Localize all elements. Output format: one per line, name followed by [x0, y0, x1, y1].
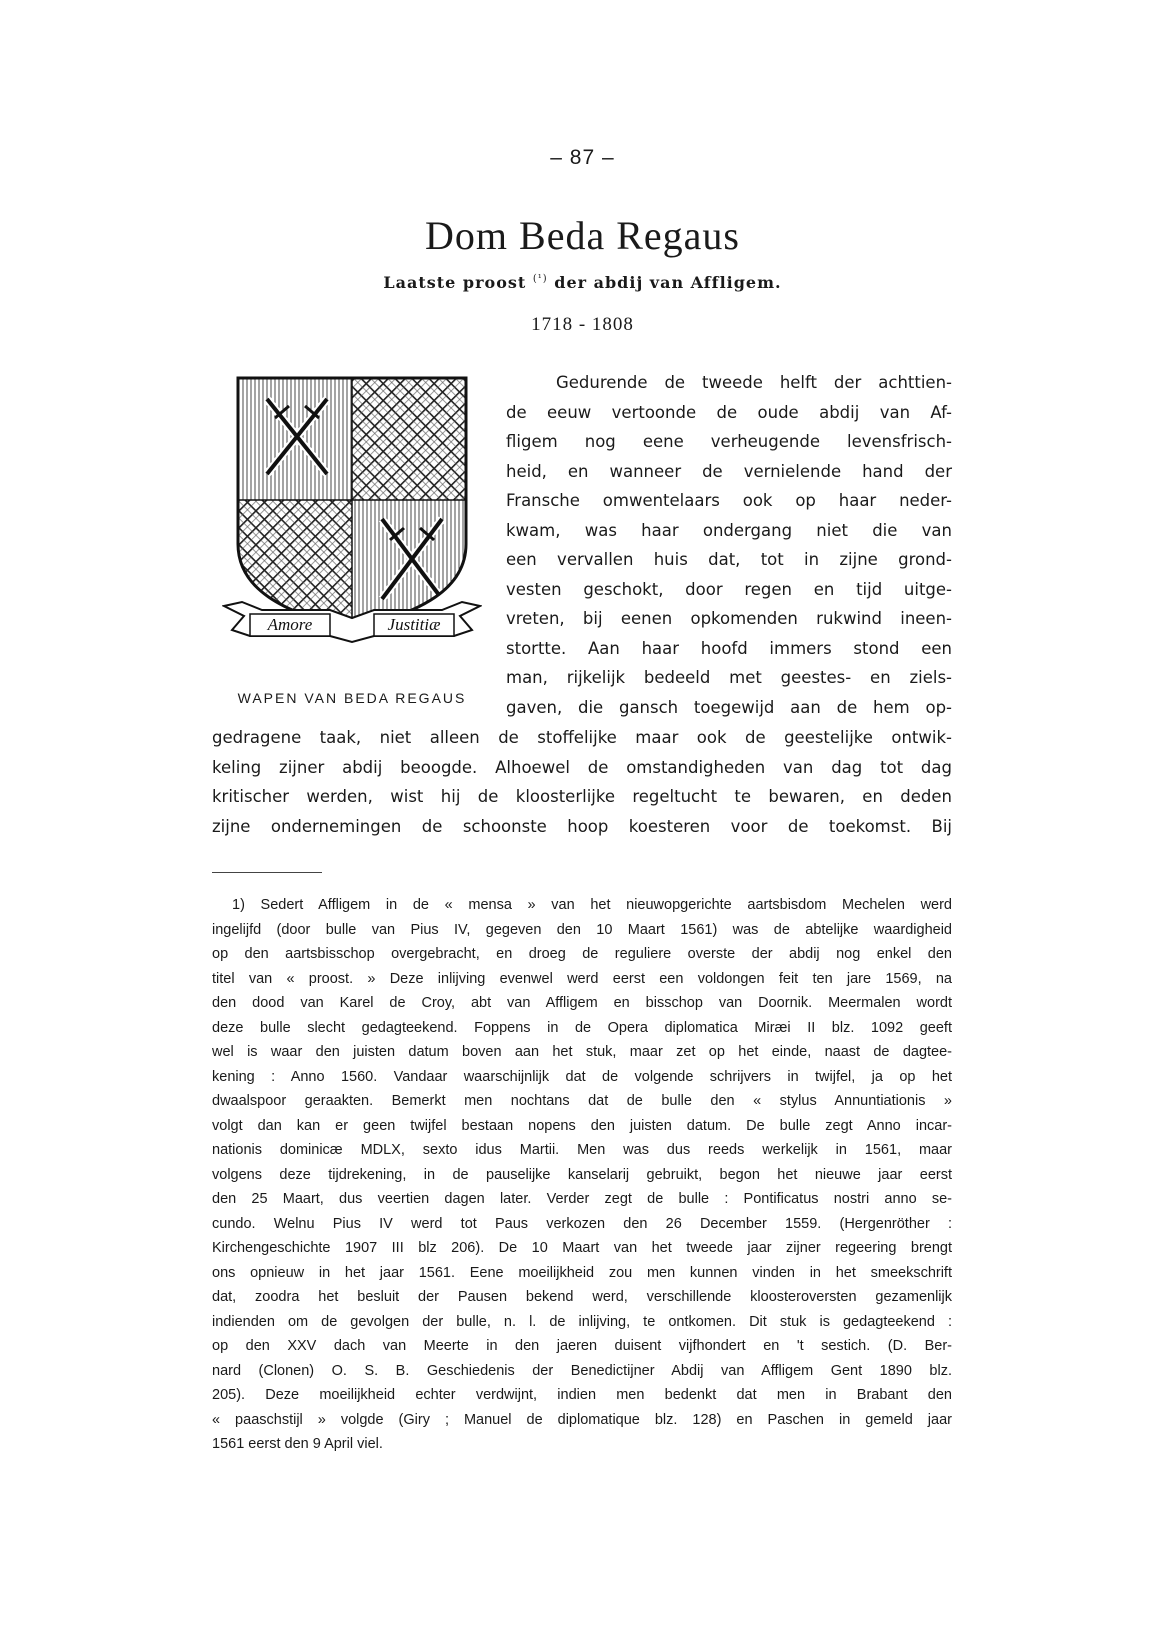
footnote-line: nationis dominicæ MDLX, sexto idus Martii. Men was dus reeds werkelijk in 1561, maar	[212, 1142, 952, 1158]
footnote-line: 1561 eerst den 9 April viel.	[212, 1436, 383, 1452]
figure-caption: WAPEN VAN BEDA REGAUS	[237, 690, 467, 706]
footnote-line: ingelijfd (door bulle van Pius IV, gegeven den 10 Maart 1561) was de abtelijke waardigheid	[212, 921, 952, 938]
subtitle-text: Laatste proost	[383, 273, 527, 292]
footnote-line: den dood van Karel de Croy, abt van Affligem en bisschop van Doornik. Meermalen wordt	[212, 995, 952, 1011]
footnote-line: « paaschstijl » volgde (Giry ; Manuel de diplomatique blz. 128) en Paschen in gemeld jaar	[212, 1411, 952, 1428]
footnote-line: ons opnieuw in het jaar 1561. Eene moeilijkheid zou men kunnen vinden in het smeekschrift	[212, 1264, 952, 1281]
footnote-line: dwaalspoor geraakten. Bemerkt men nochtans dat de bulle den « stylus Annuntiationis »	[212, 1093, 952, 1109]
footnote-line: deze bulle slecht gedagteekend. Foppens in de Opera diplomatica Miræi II blz. 1092 geeft	[212, 1019, 952, 1036]
page-subtitle	[0, 273, 1165, 292]
coat-of-arms-illustration	[222, 374, 482, 674]
text-line: gaven, die gansch toegewijd aan de hem op-	[506, 697, 952, 717]
footnote-line: indienden om de gevolgen der bulle, n. l. de inlijving, te ontkomen. Dit stuk is gedagteekend :	[212, 1313, 952, 1330]
footnote-line: Kirchengeschichte 1907 III blz 206). De 10 Maart van het tweede jaar zijner regeering brengt	[212, 1240, 952, 1256]
footnote-line: nard (Clonen) O. S. B. Geschiedenis der Benedictijner Abdij van Affligem Gent 1890 blz.	[212, 1362, 952, 1379]
footnote-line: wel is waar den juisten datum boven aan het stuk, maar zet op het einde, naast de dagtee-	[212, 1044, 952, 1060]
text-line: keling zijner abdij beoogde. Alhoewel de omstandigheden van dag tot dag	[212, 757, 952, 777]
footnote-reference: (¹)	[532, 273, 548, 285]
text-line: heid, en wanneer de vernielende hand der	[506, 461, 952, 481]
footnote-line: volgens deze tijdrekening, in de pauselijke kanselarij gebruikt, begon het nieuwe jaar eerst	[212, 1166, 952, 1183]
footnote-line: cundo. Welnu Pius IV werd tot Paus verkozen den 26 December 1559. (Hergenröther :	[212, 1215, 952, 1232]
text-line: kritischer werden, wist hij de kloosterlijke regeltucht te bewaren, en deden	[212, 787, 952, 806]
footnote-line: dat, zoodra het besluit der Pausen bekend werd, verschillende kloosteroversten gezamenlijk	[212, 1289, 952, 1305]
motto-right-text: Justitiæ	[387, 615, 441, 634]
footnote-line: op den XXV dach van Meerte in den jaeren duisent vijfhondert en 't sestich. (D. Ber-	[212, 1338, 952, 1354]
footnote-line: kening : Anno 1560. Vandaar waarschijnlijk dat de volgende schrijvers in twijfel, ja op het	[212, 1068, 952, 1085]
footnote-line: titel van « proost. » Deze inlijving evenwel werd eerst een voldongen feit ten jare 1569, na	[212, 970, 952, 987]
body-paragraph-wrapped	[506, 368, 952, 722]
text-line: kwam, was haar ondergang niet die van	[506, 520, 952, 540]
text-line: Fransche omwentelaars ook op haar neder-	[506, 491, 952, 510]
footnote-line: 1) Sedert Affligem in de « mensa » van het nieuwopgerichte aartsbisdom Mechelen werd	[232, 897, 952, 913]
text-line: Gedurende de tweede helft der achttien-	[556, 373, 952, 392]
text-line: vesten geschokt, door regen en tijd uitge-	[506, 579, 952, 599]
text-line: man, rijkelijk bedeeld met geestes- en ziels-	[506, 668, 952, 687]
text-line: vreten, bij eenen opkomenden rukwind ineen-	[506, 609, 952, 628]
footnote-line: volgt dan kan er geen twijfel bestaan nopens den juisten datum. De bulle zegt Anno incar-	[212, 1117, 952, 1134]
text-line: stortte. Aan haar hoofd immers stond een	[506, 638, 952, 658]
page-title: Dom Beda Regaus	[425, 213, 740, 258]
life-dates: 1718 - 1808	[531, 314, 634, 335]
text-line: een vervallen huis dat, tot in zijne grond-	[506, 550, 952, 569]
page-number: – 87 –	[550, 146, 615, 169]
subtitle-text-rest: der abdij van Affligem.	[554, 273, 782, 292]
motto-left-text: Amore	[267, 615, 313, 634]
footnote-line: den 25 Maart, dus veertien dagen later. Verder zegt de bulle : Pontificatus nostri anno se-	[212, 1191, 952, 1207]
text-line: gedragene taak, niet alleen de stoffelijke maar ook de geestelijke ontwik-	[212, 728, 952, 747]
text-line: de eeuw vertoonde de oude abdij van Af-	[506, 402, 952, 422]
footnote-line: 205). Deze moeilijkheid echter verdwijnt, indien men bedenkt dat men in Brabant den	[212, 1387, 952, 1403]
text-line: fligem nog eene verheugende levensfrisch-	[506, 432, 952, 451]
footnote	[212, 893, 952, 1457]
footnote-divider	[212, 872, 322, 873]
text-line: zijne ondernemingen de schoonste hoop koesteren voor de toekomst. Bij	[212, 816, 952, 836]
footnote-line: op den aartsbisschop overgebracht, en droeg de reguliere overste der abdij nog enkel den	[212, 946, 952, 962]
body-paragraph-full	[212, 723, 952, 841]
